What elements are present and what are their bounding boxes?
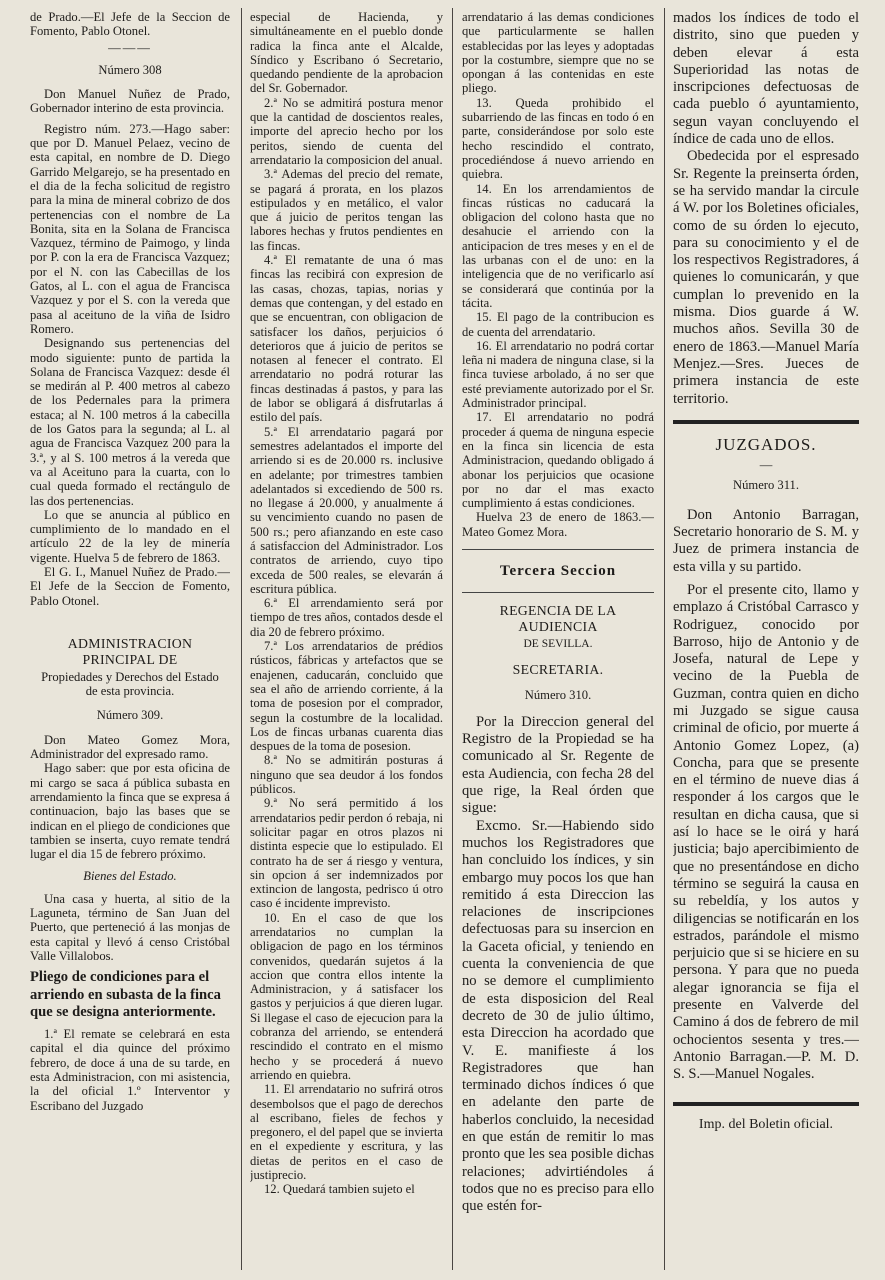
column-3 xyxy=(462,10,654,1270)
paragraph: Excmo. Sr.—Habiendo sido muchos los Registradores que han concluido los índices, y sin embargo muy pocos los que han remitido á esta Direccion las relaciones de inscripciones defectuosas para su insercion en la Gaceta oficial, y teniendo en cuenta la conveniencia de que no se demore el cumplimiento de esta disposicion del Real decreto de 30 de julio último, esta Direccion ha acordado que V. E. manifieste á los Registradores que han terminado dichos índices ó que en adelante den parte de haberlos concluido, la necesidad en que están de remitir lo mas pronto que les sea posible dichas relaciones; advirtiéndoles á todos que no es preciso para ello que estén for- xyxy=(462,817,654,1215)
paragraph: Registro núm. 273.—Hago saber: que por D. Manuel Pelaez, vecino de esta capital, en nombre de D. Diego Garrido Melgarejo, se ha presentado en el dia de la fecha solicitud de registro para la mina de mineral cobrizo de dos pertenencias con el nombre de La Bonita, sita en la Solana de Francisca Vazquez, término de Paimogo, y linda por P. con la era de Francisca Vazquez; por el N. con las Cabecillas de los Gatos, al L. con el agua de Francisca Vazquez y por el S. con la vereda que pasa al aceituno de la viña de Isidro Romero. xyxy=(30,121,230,336)
paragraph: Lo que se anuncia al público en cumplimiento de lo mandado en el artículo 22 de la ley de minería vigente. Huelva 5 de febrero de 1863. xyxy=(30,507,230,565)
paragraph: 6.ª El arrendamiento será por tiempo de tres años, contados desde el dia 20 de febrero próximo. xyxy=(250,596,443,639)
section-heading: ADMINISTRACION PRINCIPAL DE xyxy=(67,635,193,667)
paragraph: Don Antonio Barragan, Secretario honorario de S. M. y Juez de primera instancia de esta villa y su partido. xyxy=(673,506,859,575)
column-2 xyxy=(250,10,443,1270)
notice-number: Número 308 xyxy=(98,62,162,77)
paragraph: Por el presente cito, llamo y emplazo á Cristóbal Carrasco y Rodriguez, conocido por Barroso, hijo de Antonio y de Josefa, natural de Lepe y vecino de la Puebla de Guzman, contra quien en dicho mi Juzgado se sigue causa criminal de oficio, por muerte á Antonio Gomez Lopez, (a) Concha, para que se presente en el término de nueve dias á responder á los cargos que le resultan en dicha causa, que si así lo hace se le oirá y hará justicia; bajo apercibimiento de que no presentándose en dicho término se seguirá la causa en su rebeldía, y los autos y diligencias se notificarán en los estrados, parándole el mismo perjuicio que si se hiciere en su persona. Y para que no pueda alegar ignorancia se fija el presente en Valverde del Camino á dos de febrero de mil ochocientos sesenta y tres.—Antonio Barragan.—P. M. D. S. S.—Manuel Nogales. xyxy=(673,581,859,1083)
column-4 xyxy=(673,10,859,1270)
paragraph: 14. En los arrendamientos de fincas rústicas no caducará la obligacion del colono hasta que no desahucie el arriendo con la anticipacion de tres meses y en el de las urbanas con el de uno: en la inteligencia que de no verificarlo así se considerará que continúa por la tácita. xyxy=(462,181,654,310)
divider xyxy=(673,1102,859,1106)
notice-number: Número 311. xyxy=(733,478,799,493)
paragraph: 9.ª No será permitido á los arrendatarios pedir perdon ó rebaja, ni solicitar pagar en otros plazos ni distinta especie que lo estipulado. El contrato ha de ser á riesgo y ventura, sin opcion á ser indemnizados por extincion de langosta, pedrisco ú otro caso é incidente imprevisto. xyxy=(250,796,443,911)
paragraph: 16. El arrendatario no podrá cortar leña ni madera de ninguna clase, si la finca tuviese arbolado, á no ser que esté previamente autorizado por el Sr. Administrador principal. xyxy=(462,338,654,411)
section-heading: SECRETARIA. xyxy=(512,661,604,677)
subheading: Bienes del Estado. xyxy=(83,869,177,884)
notice-number: Número 310. xyxy=(524,687,592,702)
column-rule xyxy=(241,8,242,1270)
paragraph: Hago saber: que por esta oficina de mi cargo se saca á pública subasta en arrendamiento la finca que se expresa á continuacion, bajo las bases que se indican en el pliego de condiciones que tambien se inserta, cuyo remate tendrá lugar el dia 15 de febrero próximo. xyxy=(30,761,230,862)
column-rule xyxy=(664,8,665,1270)
paragraph: Designando sus pertenencias del modo siguiente: punto de partida la Solana de Francisca Vazquez: desde él se medirán al P. 400 metros al cabezo de los Pedernales para la primera estaca; al N. 100 metros á la cabecilla de los Gatos para la segunda; al L. al agua de Francisca Vazquez 200 para la 3.ª, y al S. 100 metros á la vereda que va al Aceituno para la cuarta, con lo cual queda formado el rectángulo de las dos pertenencias. xyxy=(30,336,230,508)
section-subheading: de esta provincia. xyxy=(85,684,175,699)
imprint: Imp. del Boletin oficial. xyxy=(698,1116,834,1132)
divider xyxy=(673,420,859,424)
paragraph: 7.ª Los arrendatarios de prédios rústicos, fábricas y artefactos que se enajenen, caducarán, concluido que sea el año de arriendo corriente, á la toma de posesion por el comprador, segun la costumbre de la localidad. Los de fincas urbanas cuarenta dias despues de la toma de posesion. xyxy=(250,639,443,754)
paragraph: 13. Queda prohibido el subarriendo de las fincas en todo ó en parte, considerándose por solo este hecho rescindido el contrato, procediéndose á nuevo arriendo en quiebra. xyxy=(462,95,654,182)
paragraph: Don Manuel Nuñez de Prado, Gobernador interino de esta provincia. xyxy=(30,87,230,116)
signature: Huelva 23 de enero de 1863.—Mateo Gomez Mora. xyxy=(462,510,654,539)
separator: ——— xyxy=(108,40,152,55)
paragraph: 12. Quedará tambien sujeto el xyxy=(264,1182,415,1197)
paragraph: 3.ª Ademas del precio del remate, se pagará á prorata, en los plazos estipulados y en metálico, el valor que á juicio de peritos tengan las labores hechas y frutos pendientes en las fincas. xyxy=(250,167,443,253)
paragraph: Don Mateo Gomez Mora, Administrador del expresado ramo. xyxy=(30,732,230,762)
section-heading: REGENCIA DE LA AUDIENCIA xyxy=(499,603,617,635)
column-rule xyxy=(452,8,453,1270)
separator: — xyxy=(759,458,773,473)
heading: Pliego de condiciones para el arriendo en subasta de la finca que se designa anteriormente. xyxy=(30,969,221,1020)
paragraph: de Prado.—El Jefe de la Seccion de Fomento, Pablo Otonel. xyxy=(30,10,230,39)
paragraph: arrendatario á las demas condiciones que particularmente se hallen establecidas por las leyes y adoptadas por la costumbre, siempre que no se opongan á las contenidas en este pliego. xyxy=(462,10,654,96)
paragraph: 1.ª El remate se celebrará en esta capital el dia quince del próximo febrero, de doce á una de su tarde, en esta Administracion, con mi asistencia, la del oficial 1.º Interventor y Escribano del Juzgado xyxy=(30,1027,230,1113)
section-subheading: Propiedades y Derechos del Estado xyxy=(41,669,219,684)
paragraph: especial de Hacienda, y simultáneamente en el pueblo donde radica la finca ante el Alcalde, Síndico y Escribano ó Secretario, quedando pendiente de la aprobacion del Sr. Gobernador. xyxy=(250,10,443,96)
paragraph: 11. El arrendatario no sufrirá otros desembolsos que el pago de derechos al escribano, fieles de fechos y pregonero, el del papel que se invierta en el expediente y escritura, y las dietas de peritos en el caso de justiprecio. xyxy=(250,1082,443,1183)
section-title: Tercera Seccion xyxy=(499,562,617,579)
paragraph: Obedecida por el espresado Sr. Regente la preinserta órden, se ha servido mandar la circule á W. por los Boletines oficiales, como de su órden lo ejecuto, para su conocimiento y el de los respectivos Registradores, á quienes lo comunicarán, y que cumplan lo prevenido en la misma. Dios guarde á W. muchos años. Sevilla 30 de enero de 1863.—Manuel María Menjez.—Sres. Jueces de primera instancia de este territorio. xyxy=(673,148,859,407)
paragraph: 17. El arrendatario no podrá proceder á quema de ninguna especie en la finca sin licencia de esta Administracion, quedando obligado á abonar los perjuicios que ocasione por no dar el mas exacto cumplimiento á estas condiciones. xyxy=(462,410,654,511)
paragraph: 5.ª El arrendatario pagará por semestres adelantados el importe del arriendo si es de 20.000 rs. inclusive en adelante; por trimestres tambien adelantados si excediendo de 500 rs. no llegase á 20.000, y anualmente á su vencimiento cuando no pasen de 500 rs.; pero afianzando en este caso á satisfaccion del Administrador. Los contratos de arriendo, cuyo tipo exceda de 500 reales, se elevarán á escritura pública. xyxy=(250,424,443,596)
paragraph: 2.ª No se admitirá postura menor que la cantidad de doscientos reales, importe del aprecio hecho por los peritos, siendo de cuenta del arrendatario la composicion del anual. xyxy=(250,95,443,167)
notice-number: Número 309. xyxy=(96,708,164,723)
paragraph: Por la Direccion general del Registro de la Propiedad se ha comunicado al Sr. Regente de esta Audiencia, con fecha 28 del que rige, la Real órden que sigue: xyxy=(462,713,654,817)
paragraph: Una casa y huerta, al sitio de la Laguneta, término de San Juan del Puerto, que perteneció á las monjas de esta capital y llevó á censo Cristóbal Valle Villalobos. xyxy=(30,891,230,963)
paragraph: El G. I., Manuel Nuñez de Prado.—El Jefe de la Seccion de Fomento, Pablo Otonel. xyxy=(30,564,230,608)
column-1 xyxy=(30,10,230,1270)
paragraph: 4.ª El rematante de una ó mas fincas las recibirá con expresion de las casas, chozas, tapias, norias y demas que contengan, y del estado en que se encuentran, con obligacion de satisfacer los daños, perjuicios ó deterioros que á juicio de peritos se notasen al fenecer el contrato. El arrendatario no podrá roturar las fincas destinadas á pastos, y para las de labor se obligará á disfrutarlas á estilo del país. xyxy=(250,253,443,425)
paragraph: mados los índices de todo el distrito, sino que pueden y deben elevar á esta Superioridad las notas de inscripciones defectuosas de cada pueblo ó ayuntamiento, segun vayan concluyendo el índice de cada uno de ellos. xyxy=(673,10,859,148)
paragraph: 10. En el caso de que los arrendatarios no cumplan la obligacion de pago en los términos convenidos, quedarán sujetos á la accion que contra ellos intente la Administracion, y á satisfacer los gastos y perjuicios á que dieren lugar. Si llegase el caso de ejecucion para la cobranza del arriendo, se entenderá rescindido el contrato en el mismo hecho y se procederá á nuevo arriendo en quiebra. xyxy=(250,910,443,1082)
section-heading: JUZGADOS. xyxy=(715,434,817,454)
paragraph: 15. El pago de la contribucion es de cuenta del arrendatario. xyxy=(462,310,654,339)
section-subheading: DE SEVILLA. xyxy=(523,638,593,651)
paragraph: 8.ª No se admitirán posturas á ninguno que sea deudor á los fondos públicos. xyxy=(250,753,443,797)
